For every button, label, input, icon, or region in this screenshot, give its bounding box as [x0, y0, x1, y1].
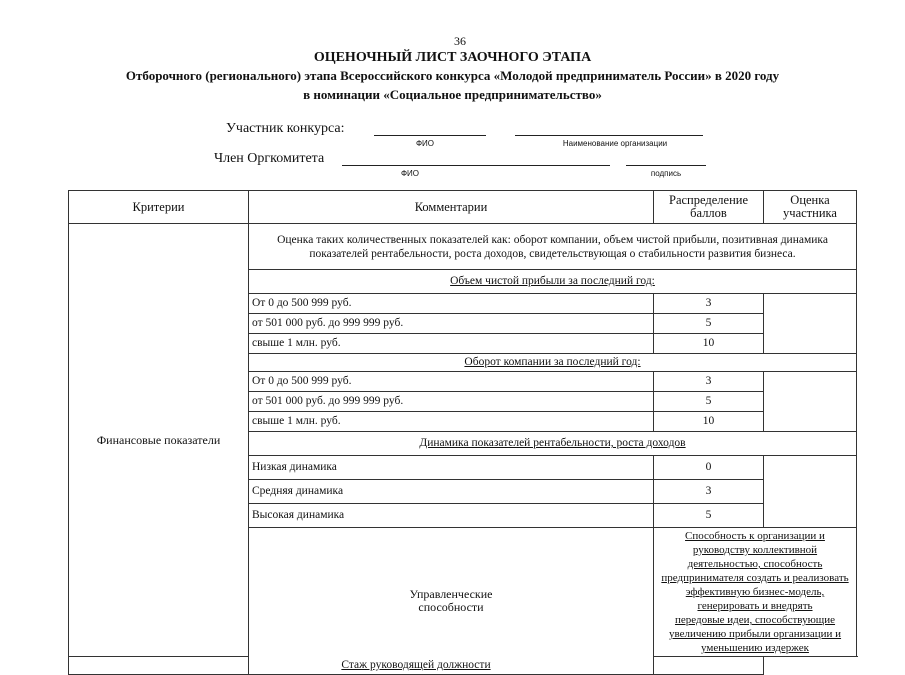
row-points: 5	[654, 392, 764, 412]
score-input-cell[interactable]	[764, 294, 857, 354]
row-label: Высокая динамика	[249, 504, 654, 528]
criterion-management-line2: способности	[418, 600, 484, 614]
subtitle-line-2: в номинации «Социальное предпринимательство»	[303, 87, 602, 102]
financial-intro: Оценка таких количественных показателей как: оборот компании, объем чистой прибыли, позитивная динамика показателей рентабельности, роста доходов, свидетельствующая о стабильности развития бизнеса.	[249, 224, 857, 270]
section-title-row	[69, 657, 857, 675]
row-label: свыше 1 млн. руб.	[249, 412, 654, 432]
row-label: от 501 000 руб. до 999 999 руб.	[249, 314, 654, 334]
committee-signature-caption: подпись	[650, 169, 682, 178]
management-description-line3: передовые идеи, способствующие увеличению прибыли организации и уменьшению издержек	[668, 614, 842, 654]
header-score-line2: участника	[783, 206, 837, 220]
evaluation-table	[68, 190, 857, 675]
row-points: 0	[654, 456, 764, 480]
financial-intro-row	[69, 224, 857, 270]
section-title-profitability: Динамика показателей рентабельности, роста доходов	[249, 432, 857, 456]
header-distribution-line2: баллов	[690, 206, 727, 220]
row-label: От 0 до 500 999 руб.	[249, 294, 654, 314]
management-description-line2: предпринимателя создать и реализовать эффективную бизнес-модель, генерировать и внедрять	[661, 572, 849, 612]
committee-fio-line	[342, 165, 610, 166]
committee-fio-caption: ФИО	[400, 169, 420, 178]
committee-label: Член Оргкомитета	[214, 151, 325, 166]
row-points: 10	[654, 334, 764, 354]
score-input-cell[interactable]	[764, 372, 857, 432]
page-number: 36	[454, 34, 466, 48]
section-title-experience: Стаж руководящей должности	[69, 657, 764, 675]
section-title-turnover: Оборот компании за последний год:	[249, 354, 857, 372]
table-header-row	[69, 191, 857, 224]
management-description-line1: Способность к организации и руководству коллективной деятельностью, способность	[685, 530, 825, 570]
header-comments: Комментарии	[249, 191, 654, 224]
management-description	[654, 528, 857, 657]
subtitle-line-1: Отборочного (регионального) этапа Всероссийского конкурса «Молодой предприниматель России» в 2020 году	[125, 68, 780, 83]
criterion-financial: Финансовые показатели	[69, 224, 249, 657]
participant-fio-line	[374, 135, 486, 136]
header-score-line1: Оценка	[790, 193, 830, 207]
page-title: ОЦЕНОЧНЫЙ ЛИСТ ЗАОЧНОГО ЭТАПА	[313, 50, 592, 65]
committee-signature-line	[626, 165, 706, 166]
row-points: 3	[654, 480, 764, 504]
header-score	[764, 191, 857, 224]
row-label: от 501 000 руб. до 999 999 руб.	[249, 392, 654, 412]
row-label: Средняя динамика	[249, 480, 654, 504]
score-input-cell[interactable]	[764, 456, 857, 528]
criterion-management-line1: Управленческие	[409, 587, 493, 601]
header-distribution-line1: Распределение	[669, 193, 748, 207]
row-label: От 0 до 500 999 руб.	[249, 372, 654, 392]
participant-label: Участник конкурса:	[226, 121, 345, 136]
row-label: Низкая динамика	[249, 456, 654, 480]
criterion-management	[249, 528, 654, 675]
row-points: 5	[654, 504, 764, 528]
participant-org-line	[515, 135, 703, 136]
row-label: свыше 1 млн. руб.	[249, 334, 654, 354]
row-points: 3	[654, 294, 764, 314]
participant-org-caption: Наименование организации	[562, 139, 668, 148]
header-criteria: Критерии	[69, 191, 249, 224]
row-points: 10	[654, 412, 764, 432]
section-title-net-profit: Объем чистой прибыли за последний год:	[249, 270, 857, 294]
row-points: 3	[654, 372, 764, 392]
participant-fio-caption: ФИО	[415, 139, 435, 148]
header-distribution	[654, 191, 764, 224]
row-points: 5	[654, 314, 764, 334]
